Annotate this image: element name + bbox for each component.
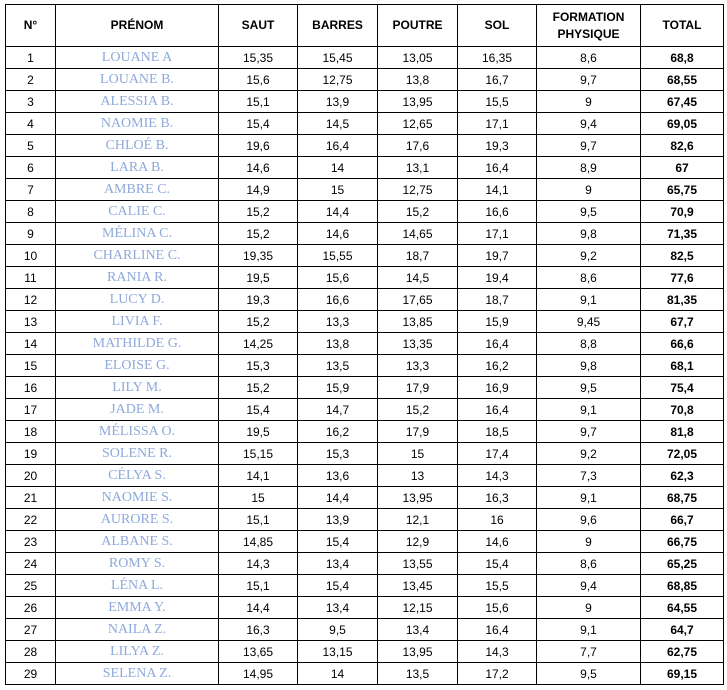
cell-barres: 13,3 — [298, 311, 378, 333]
table-row — [6, 663, 724, 685]
cell-poutre: 13,3 — [378, 355, 458, 377]
cell-prenom: LILY M. — [56, 377, 219, 399]
cell-total: 69,05 — [641, 113, 724, 135]
cell-saut: 15,1 — [219, 509, 298, 531]
cell-barres: 9,5 — [298, 619, 378, 641]
header-poutre: POUTRE — [378, 5, 458, 47]
cell-barres: 14,5 — [298, 113, 378, 135]
cell-poutre: 13,4 — [378, 619, 458, 641]
cell-num: 25 — [6, 575, 56, 597]
cell-sol: 18,7 — [458, 289, 537, 311]
cell-num: 8 — [6, 201, 56, 223]
cell-formation-physique: 7,3 — [537, 465, 641, 487]
cell-num: 22 — [6, 509, 56, 531]
table-row — [6, 223, 724, 245]
cell-total: 62,75 — [641, 641, 724, 663]
cell-sol: 16,4 — [458, 333, 537, 355]
cell-sol: 16,4 — [458, 399, 537, 421]
cell-num: 4 — [6, 113, 56, 135]
cell-sol: 16,4 — [458, 157, 537, 179]
cell-num: 24 — [6, 553, 56, 575]
cell-formation-physique: 9,1 — [537, 619, 641, 641]
cell-sol: 15,5 — [458, 91, 537, 113]
cell-saut: 15,1 — [219, 91, 298, 113]
cell-saut: 15,2 — [219, 377, 298, 399]
cell-poutre: 17,9 — [378, 377, 458, 399]
cell-num: 11 — [6, 267, 56, 289]
cell-formation-physique: 9,2 — [537, 245, 641, 267]
cell-total: 67,7 — [641, 311, 724, 333]
table-row — [6, 289, 724, 311]
cell-formation-physique: 8,9 — [537, 157, 641, 179]
cell-prenom: CHLOÉ B. — [56, 135, 219, 157]
cell-num: 6 — [6, 157, 56, 179]
cell-num: 3 — [6, 91, 56, 113]
cell-num: 21 — [6, 487, 56, 509]
table-header — [6, 5, 724, 47]
cell-prenom: JADE M. — [56, 399, 219, 421]
cell-prenom: CÉLYA S. — [56, 465, 219, 487]
cell-saut: 15,6 — [219, 69, 298, 91]
cell-total: 68,75 — [641, 487, 724, 509]
cell-saut: 15,15 — [219, 443, 298, 465]
cell-num: 10 — [6, 245, 56, 267]
table-row — [6, 487, 724, 509]
cell-num: 18 — [6, 421, 56, 443]
cell-formation-physique: 9,2 — [537, 443, 641, 465]
cell-saut: 19,6 — [219, 135, 298, 157]
table-row — [6, 641, 724, 663]
cell-prenom: ALESSIA B. — [56, 91, 219, 113]
table-row — [6, 421, 724, 443]
cell-formation-physique: 9,4 — [537, 575, 641, 597]
cell-num: 7 — [6, 179, 56, 201]
cell-total: 82,6 — [641, 135, 724, 157]
cell-saut: 14,4 — [219, 597, 298, 619]
cell-prenom: CHARLINE C. — [56, 245, 219, 267]
cell-total: 68,8 — [641, 47, 724, 69]
cell-poutre: 13,35 — [378, 333, 458, 355]
cell-sol: 17,1 — [458, 223, 537, 245]
cell-barres: 13,6 — [298, 465, 378, 487]
table-row — [6, 443, 724, 465]
cell-barres: 13,15 — [298, 641, 378, 663]
cell-formation-physique: 9 — [537, 91, 641, 113]
cell-barres: 15,55 — [298, 245, 378, 267]
cell-saut: 15 — [219, 487, 298, 509]
cell-barres: 14 — [298, 157, 378, 179]
cell-prenom: AMBRE C. — [56, 179, 219, 201]
cell-prenom: ELOISE G. — [56, 355, 219, 377]
cell-num: 27 — [6, 619, 56, 641]
cell-barres: 13,9 — [298, 509, 378, 531]
cell-formation-physique: 8,8 — [537, 333, 641, 355]
cell-formation-physique: 9 — [537, 179, 641, 201]
table-row — [6, 245, 724, 267]
cell-sol: 19,4 — [458, 267, 537, 289]
cell-sol: 19,7 — [458, 245, 537, 267]
cell-saut: 15,4 — [219, 399, 298, 421]
cell-total: 81,8 — [641, 421, 724, 443]
cell-num: 12 — [6, 289, 56, 311]
cell-sol: 16,6 — [458, 201, 537, 223]
table-row — [6, 619, 724, 641]
cell-total: 62,3 — [641, 465, 724, 487]
cell-barres: 15,6 — [298, 267, 378, 289]
cell-sol: 16,2 — [458, 355, 537, 377]
cell-formation-physique: 9 — [537, 597, 641, 619]
table-row — [6, 267, 724, 289]
cell-formation-physique: 9,7 — [537, 69, 641, 91]
table-row — [6, 201, 724, 223]
cell-formation-physique: 9,1 — [537, 399, 641, 421]
cell-total: 75,4 — [641, 377, 724, 399]
cell-sol: 14,3 — [458, 465, 537, 487]
cell-prenom: SELENA Z. — [56, 663, 219, 685]
cell-num: 20 — [6, 465, 56, 487]
cell-total: 82,5 — [641, 245, 724, 267]
cell-barres: 15,4 — [298, 531, 378, 553]
header-total: TOTAL — [641, 5, 724, 47]
cell-prenom: LOUANE B. — [56, 69, 219, 91]
cell-prenom: LUCY D. — [56, 289, 219, 311]
cell-barres: 13,4 — [298, 597, 378, 619]
cell-num: 13 — [6, 311, 56, 333]
cell-poutre: 12,65 — [378, 113, 458, 135]
cell-formation-physique: 9,6 — [537, 509, 641, 531]
cell-sol: 16,4 — [458, 619, 537, 641]
cell-total: 72,05 — [641, 443, 724, 465]
cell-num: 17 — [6, 399, 56, 421]
cell-prenom: EMMA Y. — [56, 597, 219, 619]
results-table — [5, 4, 724, 685]
cell-barres: 13,9 — [298, 91, 378, 113]
cell-saut: 14,25 — [219, 333, 298, 355]
cell-poutre: 13,85 — [378, 311, 458, 333]
cell-total: 68,1 — [641, 355, 724, 377]
table-row — [6, 157, 724, 179]
cell-prenom: LILYA Z. — [56, 641, 219, 663]
cell-total: 68,85 — [641, 575, 724, 597]
cell-poutre: 13,45 — [378, 575, 458, 597]
cell-formation-physique: 7,7 — [537, 641, 641, 663]
cell-formation-physique: 9,1 — [537, 289, 641, 311]
cell-saut: 14,1 — [219, 465, 298, 487]
cell-poutre: 14,65 — [378, 223, 458, 245]
cell-sol: 15,4 — [458, 553, 537, 575]
cell-formation-physique: 9,1 — [537, 487, 641, 509]
cell-poutre: 13,55 — [378, 553, 458, 575]
table-row — [6, 69, 724, 91]
cell-sol: 14,6 — [458, 531, 537, 553]
cell-barres: 14,6 — [298, 223, 378, 245]
cell-poutre: 13,5 — [378, 663, 458, 685]
cell-total: 70,9 — [641, 201, 724, 223]
cell-poutre: 17,65 — [378, 289, 458, 311]
cell-saut: 19,3 — [219, 289, 298, 311]
cell-formation-physique: 9,8 — [537, 223, 641, 245]
cell-barres: 14,7 — [298, 399, 378, 421]
cell-num: 14 — [6, 333, 56, 355]
header-formation-physique: FORMATION PHYSIQUE — [537, 5, 641, 47]
cell-prenom: AURORE S. — [56, 509, 219, 531]
header-sol: SOL — [458, 5, 537, 47]
cell-total: 65,75 — [641, 179, 724, 201]
table-row — [6, 47, 724, 69]
cell-sol: 16,3 — [458, 487, 537, 509]
cell-num: 28 — [6, 641, 56, 663]
table-row — [6, 135, 724, 157]
cell-prenom: NAOMIE B. — [56, 113, 219, 135]
cell-num: 26 — [6, 597, 56, 619]
cell-saut: 19,5 — [219, 421, 298, 443]
table-row — [6, 531, 724, 553]
cell-sol: 14,1 — [458, 179, 537, 201]
cell-formation-physique: 9,8 — [537, 355, 641, 377]
cell-poutre: 12,75 — [378, 179, 458, 201]
cell-num: 15 — [6, 355, 56, 377]
header-saut: SAUT — [219, 5, 298, 47]
table-row — [6, 597, 724, 619]
cell-total: 67 — [641, 157, 724, 179]
cell-formation-physique: 9,7 — [537, 421, 641, 443]
cell-poutre: 13,95 — [378, 91, 458, 113]
cell-poutre: 15,2 — [378, 201, 458, 223]
cell-num: 19 — [6, 443, 56, 465]
header-row — [6, 5, 724, 47]
cell-num: 23 — [6, 531, 56, 553]
cell-sol: 17,1 — [458, 113, 537, 135]
cell-poutre: 13,95 — [378, 641, 458, 663]
table-row — [6, 179, 724, 201]
cell-sol: 15,9 — [458, 311, 537, 333]
cell-saut: 15,2 — [219, 311, 298, 333]
cell-sol: 17,4 — [458, 443, 537, 465]
cell-saut: 14,3 — [219, 553, 298, 575]
cell-total: 67,45 — [641, 91, 724, 113]
cell-total: 77,6 — [641, 267, 724, 289]
cell-barres: 12,75 — [298, 69, 378, 91]
cell-num: 5 — [6, 135, 56, 157]
cell-barres: 14,4 — [298, 487, 378, 509]
cell-barres: 16,6 — [298, 289, 378, 311]
table-row — [6, 399, 724, 421]
cell-total: 70,8 — [641, 399, 724, 421]
cell-poutre: 14,5 — [378, 267, 458, 289]
cell-barres: 15,4 — [298, 575, 378, 597]
cell-prenom: NAOMIE S. — [56, 487, 219, 509]
table-row — [6, 355, 724, 377]
cell-sol: 14,3 — [458, 641, 537, 663]
cell-formation-physique: 8,6 — [537, 47, 641, 69]
cell-poutre: 13,95 — [378, 487, 458, 509]
table-row — [6, 509, 724, 531]
cell-total: 69,15 — [641, 663, 724, 685]
cell-barres: 13,5 — [298, 355, 378, 377]
cell-poutre: 17,9 — [378, 421, 458, 443]
cell-prenom: ROMY S. — [56, 553, 219, 575]
cell-poutre: 15,2 — [378, 399, 458, 421]
cell-saut: 19,5 — [219, 267, 298, 289]
cell-prenom: LOUANE A — [56, 47, 219, 69]
cell-saut: 15,4 — [219, 113, 298, 135]
cell-barres: 14,4 — [298, 201, 378, 223]
cell-barres: 15,45 — [298, 47, 378, 69]
table-row — [6, 575, 724, 597]
cell-barres: 15,3 — [298, 443, 378, 465]
cell-sol: 15,5 — [458, 575, 537, 597]
cell-num: 1 — [6, 47, 56, 69]
cell-poutre: 18,7 — [378, 245, 458, 267]
cell-prenom: RANIA R. — [56, 267, 219, 289]
table-row — [6, 465, 724, 487]
table-row — [6, 333, 724, 355]
cell-total: 68,55 — [641, 69, 724, 91]
cell-formation-physique: 9,45 — [537, 311, 641, 333]
cell-formation-physique: 9,5 — [537, 663, 641, 685]
cell-prenom: MÉLISSA O. — [56, 421, 219, 443]
cell-formation-physique: 9 — [537, 531, 641, 553]
cell-total: 71,35 — [641, 223, 724, 245]
cell-sol: 17,2 — [458, 663, 537, 685]
cell-barres: 14 — [298, 663, 378, 685]
cell-prenom: CALIE C. — [56, 201, 219, 223]
cell-poutre: 15 — [378, 443, 458, 465]
cell-prenom: LARA B. — [56, 157, 219, 179]
cell-saut: 14,95 — [219, 663, 298, 685]
cell-total: 66,75 — [641, 531, 724, 553]
cell-num: 2 — [6, 69, 56, 91]
cell-barres: 16,2 — [298, 421, 378, 443]
cell-sol: 16 — [458, 509, 537, 531]
cell-formation-physique: 9,5 — [537, 377, 641, 399]
table-row — [6, 91, 724, 113]
cell-saut: 14,6 — [219, 157, 298, 179]
cell-prenom: MÉLINA C. — [56, 223, 219, 245]
cell-barres: 15,9 — [298, 377, 378, 399]
cell-prenom: LÉNA L. — [56, 575, 219, 597]
cell-total: 65,25 — [641, 553, 724, 575]
cell-num: 29 — [6, 663, 56, 685]
cell-saut: 15,2 — [219, 223, 298, 245]
cell-total: 64,55 — [641, 597, 724, 619]
cell-saut: 15,2 — [219, 201, 298, 223]
cell-sol: 16,7 — [458, 69, 537, 91]
cell-barres: 13,8 — [298, 333, 378, 355]
cell-prenom: LIVIA F. — [56, 311, 219, 333]
cell-saut: 14,9 — [219, 179, 298, 201]
cell-barres: 15 — [298, 179, 378, 201]
cell-poutre: 12,15 — [378, 597, 458, 619]
cell-saut: 15,3 — [219, 355, 298, 377]
cell-num: 16 — [6, 377, 56, 399]
cell-total: 66,6 — [641, 333, 724, 355]
cell-barres: 13,4 — [298, 553, 378, 575]
cell-saut: 19,35 — [219, 245, 298, 267]
cell-poutre: 13 — [378, 465, 458, 487]
cell-saut: 13,65 — [219, 641, 298, 663]
cell-sol: 19,3 — [458, 135, 537, 157]
table-row — [6, 113, 724, 135]
cell-poutre: 17,6 — [378, 135, 458, 157]
cell-prenom: NAILA Z. — [56, 619, 219, 641]
header-barres: BARRES — [298, 5, 378, 47]
header-num: N° — [6, 5, 56, 47]
cell-poutre: 13,05 — [378, 47, 458, 69]
cell-formation-physique: 9,5 — [537, 201, 641, 223]
header-prenom: PRÉNOM — [56, 5, 219, 47]
cell-sol: 15,6 — [458, 597, 537, 619]
cell-prenom: ALBANE S. — [56, 531, 219, 553]
cell-poutre: 12,9 — [378, 531, 458, 553]
cell-saut: 14,85 — [219, 531, 298, 553]
table-row — [6, 553, 724, 575]
cell-poutre: 12,1 — [378, 509, 458, 531]
cell-formation-physique: 8,6 — [537, 267, 641, 289]
cell-prenom: MATHILDE G. — [56, 333, 219, 355]
cell-saut: 15,1 — [219, 575, 298, 597]
cell-total: 66,7 — [641, 509, 724, 531]
cell-barres: 16,4 — [298, 135, 378, 157]
cell-poutre: 13,8 — [378, 69, 458, 91]
table-body — [6, 47, 724, 685]
cell-sol: 16,9 — [458, 377, 537, 399]
cell-saut: 16,3 — [219, 619, 298, 641]
cell-formation-physique: 9,7 — [537, 135, 641, 157]
cell-saut: 15,35 — [219, 47, 298, 69]
cell-sol: 16,35 — [458, 47, 537, 69]
cell-num: 9 — [6, 223, 56, 245]
cell-total: 81,35 — [641, 289, 724, 311]
cell-prenom: SOLENE R. — [56, 443, 219, 465]
table-row — [6, 377, 724, 399]
cell-total: 64,7 — [641, 619, 724, 641]
table-row — [6, 311, 724, 333]
cell-poutre: 13,1 — [378, 157, 458, 179]
cell-formation-physique: 9,4 — [537, 113, 641, 135]
cell-formation-physique: 8,6 — [537, 553, 641, 575]
cell-sol: 18,5 — [458, 421, 537, 443]
